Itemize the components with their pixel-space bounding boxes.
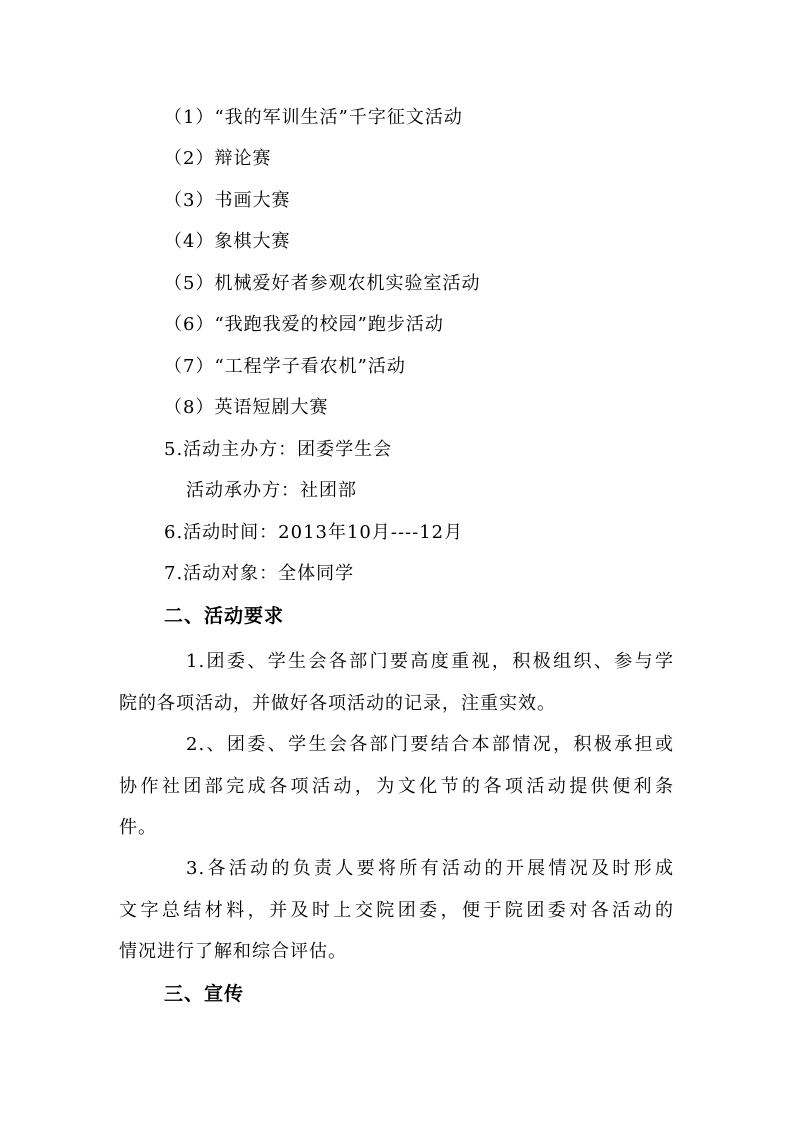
requirement-1-paragraph xyxy=(119,641,674,724)
section-3-heading: 三、宣传 xyxy=(164,983,245,1005)
requirement-2-line-2: 协作社团部完成各项活动，为文化节的各项活动提供便利条 xyxy=(119,775,674,797)
requirement-2-line-1: 2.、团委、学生会各部门要结合本部情况，积极承担或 xyxy=(186,734,674,755)
activity-item-2: （2）辩论赛 xyxy=(164,148,272,169)
activity-item-5: （5）机械爱好者参观农机实验室活动 xyxy=(164,273,481,294)
organizer-line: 5.活动主办方：团委学生会 xyxy=(164,439,393,460)
requirement-3-line-1: 3.各活动的负责人要将所有活动的开展情况及时形成 xyxy=(186,858,674,879)
activity-item-8: （8）英语短剧大赛 xyxy=(164,397,329,418)
requirement-3-line-2: 文字总结材料，并及时上交院团委，便于院团委对各活动的 xyxy=(119,899,674,921)
requirement-2-paragraph xyxy=(119,724,674,849)
section-2-heading: 二、活动要求 xyxy=(164,605,285,627)
activity-item-7: （7）“工程学子看农机”活动 xyxy=(164,356,406,377)
co-organizer-line: 活动承办方：社团部 xyxy=(186,480,357,501)
requirement-3-paragraph xyxy=(119,848,674,973)
activity-item-4: （4）象棋大赛 xyxy=(164,231,291,252)
requirement-2-line-3: 件。 xyxy=(119,817,157,838)
requirement-3-line-3: 情况进行了解和综合评估。 xyxy=(119,941,347,962)
time-line: 6.活动时间：2013年10月----12月 xyxy=(164,522,464,543)
activity-item-6: （6）“我跑我爱的校园”跑步活动 xyxy=(164,314,444,335)
requirement-1-line-1: 1.团委、学生会各部门要高度重视，积极组织、参与学 xyxy=(186,651,674,672)
requirement-1-line-2: 院的各项活动，并做好各项活动的记录，注重实效。 xyxy=(119,692,556,714)
activity-item-3: （3）书画大赛 xyxy=(164,190,291,211)
activity-item-1: （1）“我的军训生活”千字征文活动 xyxy=(164,107,463,128)
target-line: 7.活动对象：全体同学 xyxy=(164,563,355,584)
